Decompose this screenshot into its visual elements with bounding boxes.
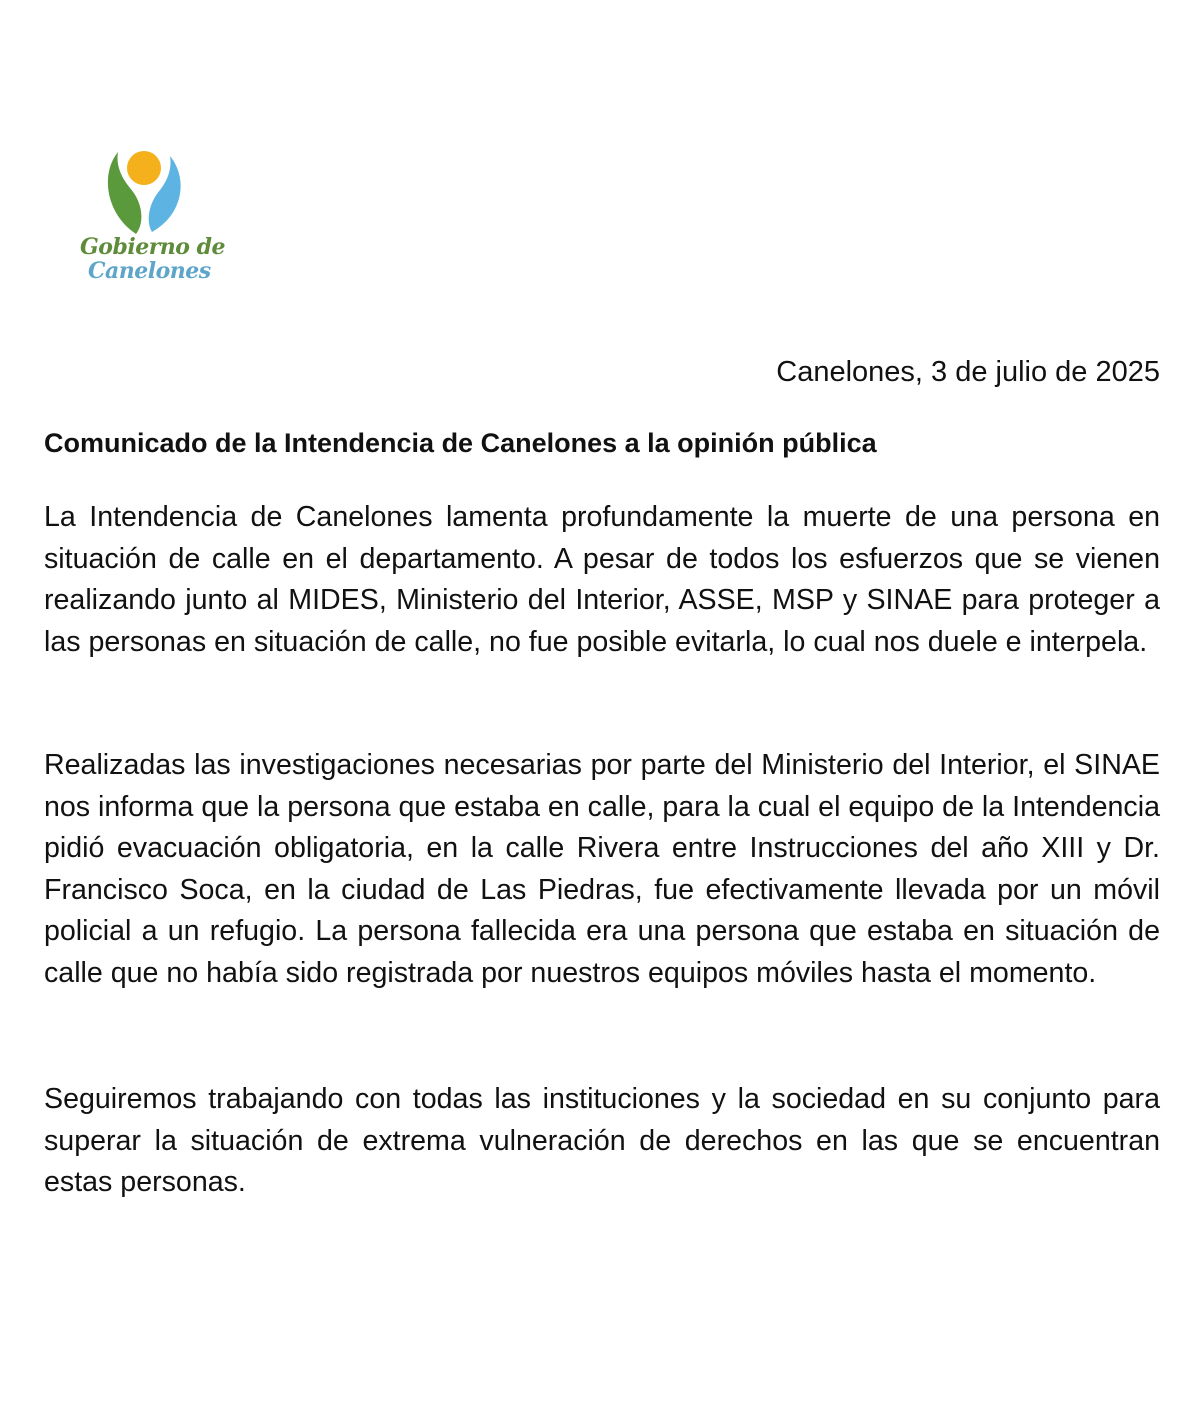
logo-text-canelones: Canelones (88, 258, 211, 284)
logo-text-gobierno-de: Gobierno de (80, 234, 225, 260)
document-title: Comunicado de la Intendencia de Canelones a la opinión pública (44, 428, 877, 458)
paragraph-1: La Intendencia de Canelones lamenta profundamente la muerte de una persona en situación de calle en el departamento. A pesar de todos los esfuerzos que se vienen realizando junto al MIDES, Ministerio del Interior, ASSE, MSP y SINAE para proteger a las personas en situación de calle, no fue posible evitarla, lo cual nos duele e interpela. (44, 501, 1160, 658)
paragraph-2: Realizadas las investigaciones necesarias por parte del Ministerio del Interior, el SINAE nos informa que la persona que estaba en calle, para la cual el equipo de la Intendencia pidió evacuación obligatoria, en la calle Rivera entre Instrucciones del año XIII y Dr. Francisco Soca, en la ciudad de Las Piedras, fue efectivamente llevada por un móvil policial a un refugio. La persona fallecida era una persona que estaba en situación de calle que no había sido registrada por nuestros equipos móviles hasta el momento. (44, 749, 1160, 989)
gobierno-de-canelones-logo (74, 140, 224, 290)
logo-emblem-icon (104, 144, 194, 236)
document-date: Canelones, 3 de julio de 2025 (776, 356, 1160, 388)
paragraph-3: Seguiremos trabajando con todas las instituciones y la sociedad en su conjunto para superar la situación de extrema vulneración de derechos en las que se encuentran estas personas. (44, 1083, 1160, 1198)
